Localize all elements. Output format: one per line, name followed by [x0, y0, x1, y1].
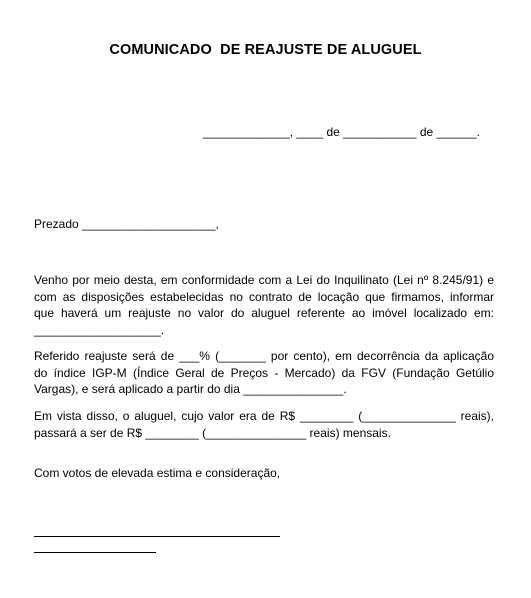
- paragraph-reajuste-indice: [34, 348, 494, 398]
- paragraph-line: Referido reajuste será de ___% (_______ por cento), em decorrência da aplicação: [34, 349, 494, 363]
- paragraph-line: ___________________.: [34, 322, 165, 337]
- document-title: COMUNICADO DE REAJUSTE DE ALUGUEL: [109, 42, 422, 58]
- paragraph-line: Vargas), e será aplicado a partir do dia _______________.: [34, 382, 347, 396]
- signature-name-line: [34, 552, 156, 553]
- salutation: Prezado ____________________,: [34, 217, 219, 231]
- paragraph-line: Venho por meio desta, em conformidade com a Lei do Inquilinato (Lei nº 8.245/91) e: [34, 273, 494, 287]
- paragraph-line: do índice IGP-M (Índice Geral de Preços - Mercado) da FGV (Fundação Getúlio: [34, 365, 494, 380]
- paragraph-valor-aluguel: [34, 408, 494, 441]
- date-line: _____________, ____ de ___________ de ______.: [203, 125, 480, 139]
- paragraph-lei-inquilinato: [34, 272, 494, 338]
- closing-text: Com votos de elevada estima e consideração,: [34, 466, 281, 480]
- signature-line: [34, 536, 280, 537]
- paragraph-line: Em vista disso, o aluguel, cujo valor era de R$ ________ (______________ reais),: [34, 409, 494, 423]
- paragraph-line: que haverá um reajuste no valor do aluguel referente ao imóvel localizado em:: [34, 306, 494, 320]
- paragraph-line: com as disposições estabelecidas no contrato de locação que firmamos, informar: [34, 289, 494, 304]
- paragraph-line: passará a ser de R$ ________ (_______________ reais) mensais.: [34, 425, 391, 440]
